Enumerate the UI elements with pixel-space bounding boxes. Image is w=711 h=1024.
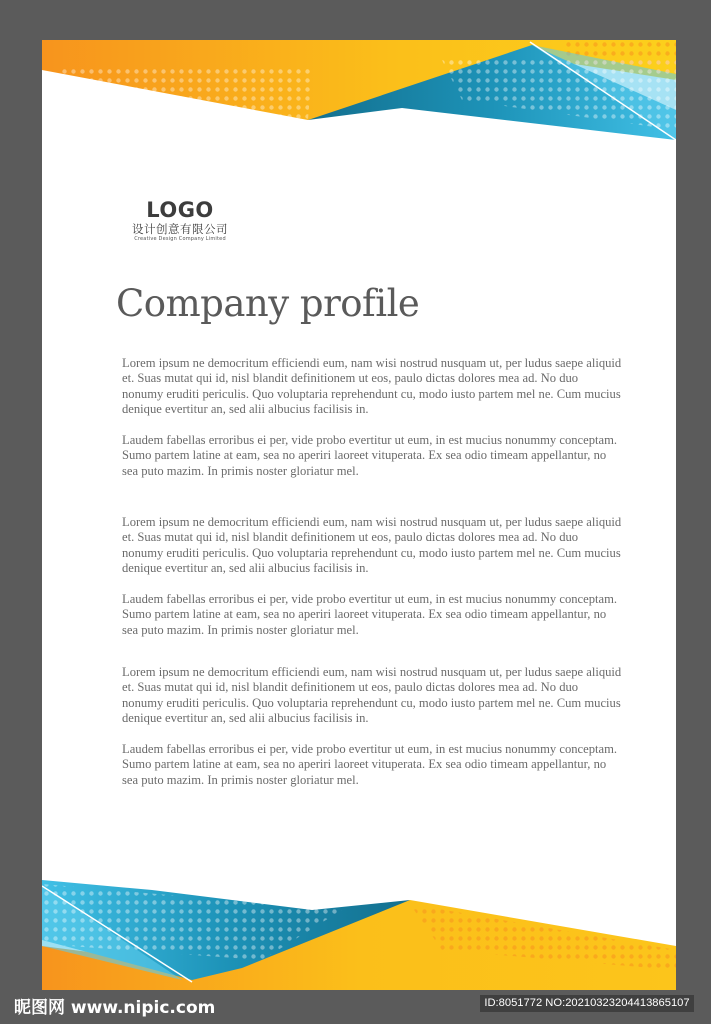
logo-chinese-name: 设计创意有限公司 — [132, 222, 228, 236]
company-logo — [118, 198, 242, 243]
page-title: Company profile — [116, 282, 420, 325]
watermark-text: 昵图网 www.nipic.com — [14, 998, 216, 1018]
top-orange-dots — [62, 68, 312, 120]
bottom-decoration — [42, 880, 676, 990]
letterhead-page — [42, 40, 676, 990]
body-paragraph-3: Lorem ipsum ne democritum efficiendi eum, nam wisi nostrud nusquam ut, per ludus saepe aliquid et. Suas mutat qui id, nisl blandit definitionem ut eos, paulo dictas dolores mea ad. No duo nonumy eruditi periculis. Quo voluptaria reprehendunt cu, modo iusto partem mel ne. Cum mucius denique evertitur an, sed alii albucius facilisis in. — [122, 515, 622, 575]
body-paragraph-6: Laudem fabellas erroribus ei per, vide probo evertitur ut eum, in est mucius nonummy conceptam. Sumo partem latine at eam, sea no aperiri laoreet vituperata. Ex sea odio timeam appellantur, no sea puto mazim. In primis noster gloriatur mel. — [122, 742, 618, 787]
logo-english-name: Creative Design Company Limited — [134, 236, 226, 242]
logo-wordmark: LOGO — [146, 198, 214, 222]
body-paragraph-1: Lorem ipsum ne democritum efficiendi eum, nam wisi nostrud nusquam ut, per ludus saepe aliquid et. Suas mutat qui id, nisl blandit definitionem ut eos, paulo dictas dolores mea ad. No duo nonumy eruditi periculis. Quo voluptaria reprehendunt cu, modo iusto partem mel ne. Cum mucius denique evertitur an, sed alii albucius facilisis in. — [122, 356, 622, 416]
image-id-bar: ID:8051772 NO:20210323204413865107 — [480, 995, 694, 1012]
top-decoration — [42, 40, 676, 150]
body-paragraph-5: Lorem ipsum ne democritum efficiendi eum, nam wisi nostrud nusquam ut, per ludus saepe aliquid et. Suas mutat qui id, nisl blandit definitionem ut eos, paulo dictas dolores mea ad. No duo nonumy eruditi periculis. Quo voluptaria reprehendunt cu, modo iusto partem mel ne. Cum mucius denique evertitur an, sed alii albucius facilisis in. — [122, 665, 622, 725]
body-paragraph-4: Laudem fabellas erroribus ei per, vide probo evertitur ut eum, in est mucius nonummy conceptam. Sumo partem latine at eam, sea no aperiri laoreet vituperata. Ex sea odio timeam appellantur, no sea puto mazim. In primis noster gloriatur mel. — [122, 592, 618, 637]
body-paragraph-2: Laudem fabellas erroribus ei per, vide probo evertitur ut eum, in est mucius nonummy conceptam. Sumo partem latine at eam, sea no aperiri laoreet vituperata. Ex sea odio timeam appellantur, no sea puto mazim. In primis noster gloriatur mel. — [122, 433, 618, 478]
